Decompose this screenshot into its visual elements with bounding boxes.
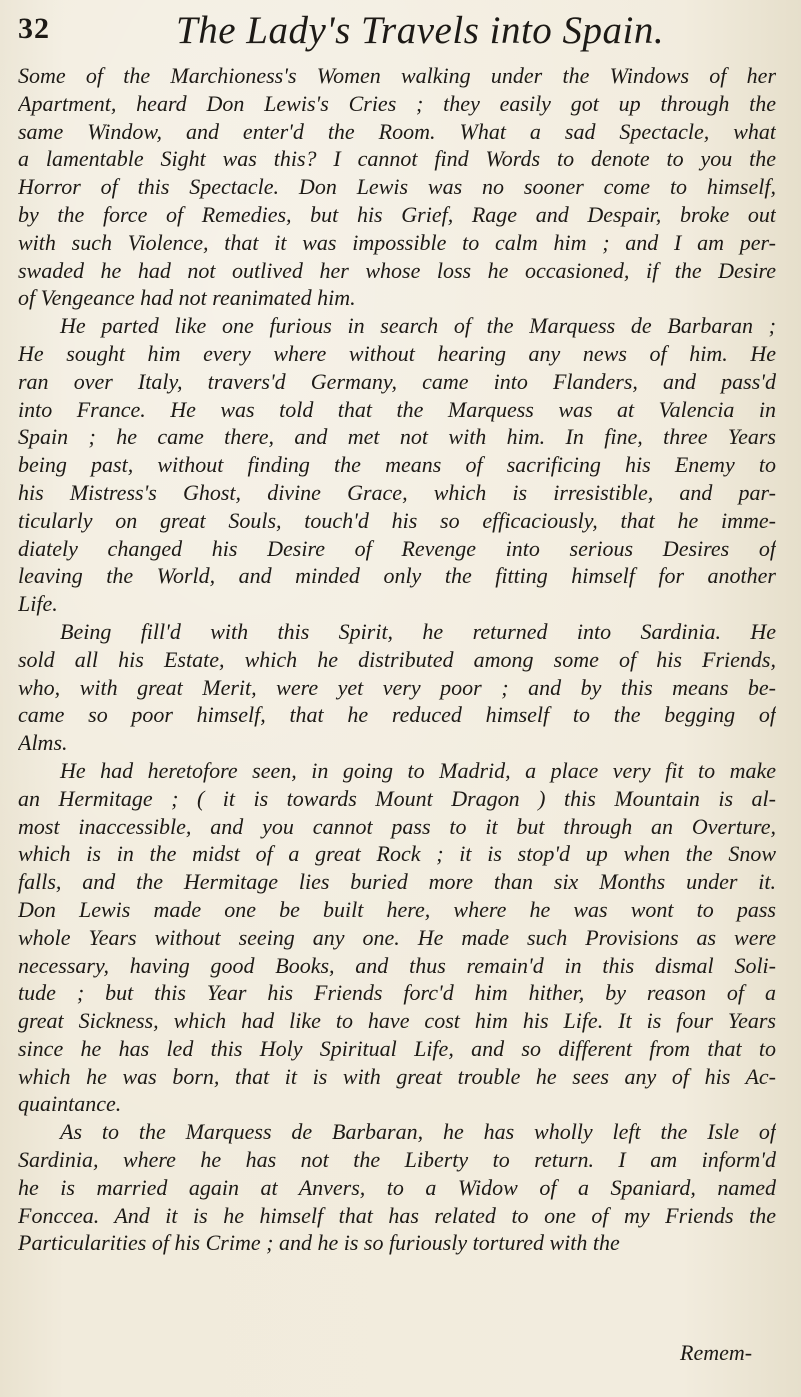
text-line: came so poor himself, that he reduced himself to the begging of	[18, 702, 776, 728]
running-head	[18, 8, 778, 56]
text-line: He sought him every where without hearing any news of him. He	[18, 340, 776, 366]
text-line: As to the Marquess de Barbaran, he has wholly left the Isle of	[60, 1119, 776, 1145]
text-line: He had heretofore seen, in going to Madrid, a place very fit to make	[60, 757, 776, 783]
text-line: most inaccessible, and you cannot pass to it but through an Overture,	[18, 813, 776, 839]
text-line: Sardinia, where he has not the Liberty to return. I am inform'd	[18, 1147, 776, 1173]
text-line: into France. He was told that the Marquess was at Valencia in	[18, 396, 776, 422]
text-line: leaving the World, and minded only the fitting himself for another	[18, 563, 776, 589]
text-line: an Hermitage ; ( it is towards Mount Dragon ) this Mountain is al-	[18, 785, 776, 811]
text-line: his Mistress's Ghost, divine Grace, which is irresistible, and par-	[18, 479, 776, 505]
text-line: ran over Italy, travers'd Germany, came into Flanders, and pass'd	[18, 368, 776, 394]
text-line: swaded he had not outlived her whose loss he occasioned, if the Desire	[18, 257, 776, 283]
text-line: sold all his Estate, which he distributed among some of his Friends,	[18, 646, 776, 672]
text-line: which is in the midst of a great Rock ; it is stop'd up when the Snow	[18, 841, 776, 867]
running-title: The Lady's Travels into Spain.	[176, 9, 665, 52]
body-text	[18, 62, 776, 1257]
text-line: Some of the Marchioness's Women walking under the Windows of her	[18, 63, 776, 88]
text-line: of Vengeance had not reanimated him.	[18, 285, 356, 311]
text-line: Fonccea. And it is he himself that has related to one of my Friends the	[18, 1202, 776, 1228]
text-line: Life.	[18, 591, 58, 617]
text-line: falls, and the Hermitage lies buried more than six Months under it.	[18, 869, 776, 895]
text-line: being past, without finding the means of sacrificing his Enemy to	[18, 452, 776, 478]
catchword: Remem-	[680, 1340, 753, 1365]
text-line: by the force of Remedies, but his Grief, Rage and Despair, broke out	[18, 201, 776, 227]
text-line: diately changed his Desire of Revenge into serious Desires of	[18, 535, 776, 561]
text-line: since he has led this Holy Spiritual Life, and so different from that to	[18, 1035, 776, 1061]
text-line: great Sickness, which had like to have cost him his Life. It is four Years	[18, 1008, 776, 1034]
text-line: Spain ; he came there, and met not with him. In fine, three Years	[18, 424, 776, 450]
text-line: same Window, and enter'd the Room. What a sad Spectacle, what	[18, 118, 776, 144]
text-line: Don Lewis made one be built here, where he was wont to pass	[18, 896, 776, 922]
text-line: with such Violence, that it was impossible to calm him ; and I am per-	[18, 229, 776, 255]
text-line: a lamentable Sight was this? I cannot find Words to denote to you the	[18, 146, 776, 172]
text-line: Horror of this Spectacle. Don Lewis was no sooner come to himself,	[18, 174, 776, 200]
text-line: Being fill'd with this Spirit, he returned into Sardinia. He	[60, 618, 776, 644]
text-line: Particularities of his Crime ; and he is so furiously tortured with the	[18, 1230, 620, 1256]
text-line: Alms.	[18, 730, 68, 756]
text-line: He parted like one furious in search of the Marquess de Barbaran ;	[60, 313, 776, 339]
text-line: Apartment, heard Don Lewis's Cries ; they easily got up through the	[18, 90, 776, 116]
text-line: he is married again at Anvers, to a Widow of a Spaniard, named	[18, 1174, 776, 1200]
text-line: tude ; but this Year his Friends forc'd him hither, by reason of a	[18, 980, 776, 1006]
text-line: quaintance.	[18, 1091, 122, 1117]
text-line: which he was born, that it is with great trouble he sees any of his Ac-	[18, 1063, 776, 1089]
text-line: who, with great Merit, were yet very poor ; and by this means be-	[18, 674, 776, 700]
page-number: 32	[18, 12, 50, 45]
text-line: whole Years without seeing any one. He made such Provisions as were	[18, 924, 776, 950]
text-line: ticularly on great Souls, touch'd his so efficaciously, that he imme-	[18, 507, 776, 533]
text-line: necessary, having good Books, and thus remain'd in this dismal Soli-	[18, 952, 776, 978]
